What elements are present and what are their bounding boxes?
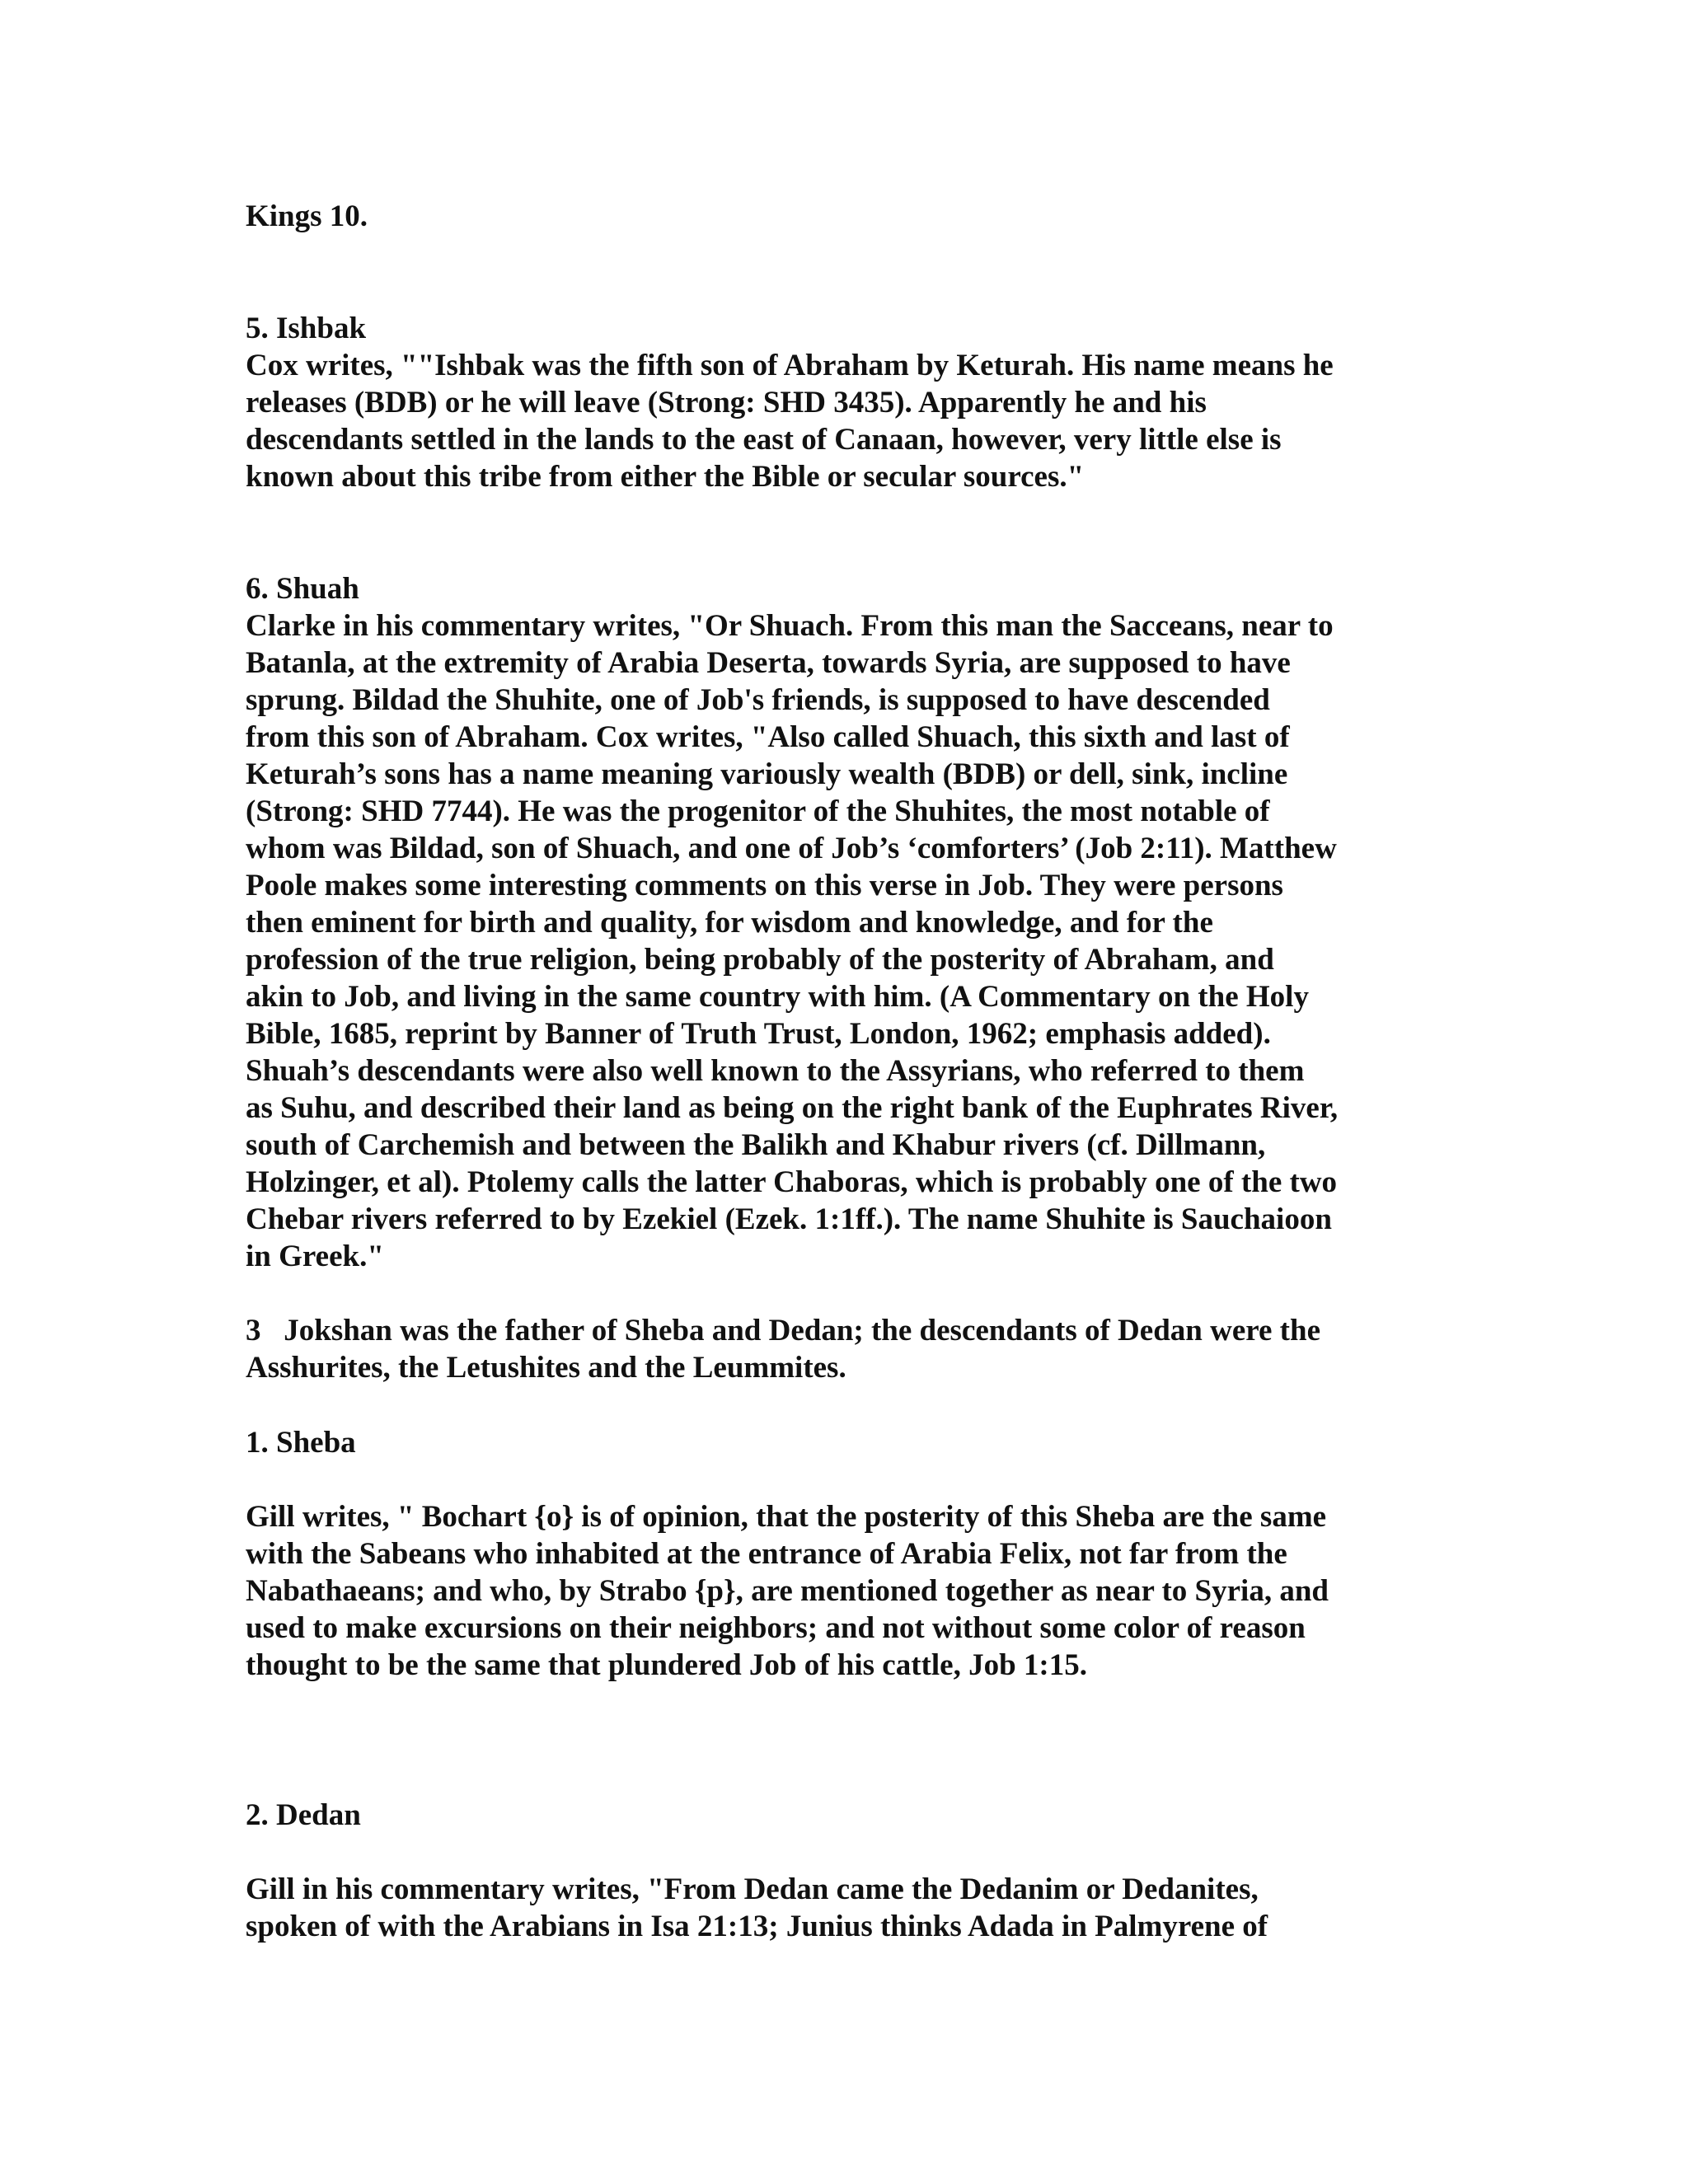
text-line: releases (BDB) or he will leave (Strong: SHD 3435). Apparently he and his (246, 386, 1207, 419)
text-line: Kings 10. (246, 199, 368, 233)
section-heading: 6. Shuah (246, 572, 359, 606)
text-line: Shuah’s descendants were also well known to the Assyrians, who referred to them (246, 1054, 1305, 1088)
text-line: profession of the true religion, being probably of the posterity of Abraham, and (246, 943, 1274, 977)
text-line: Bible, 1685, reprint by Banner of Truth Trust, London, 1962; emphasis added). (246, 1017, 1271, 1051)
text-line: thought to be the same that plundered Job of his cattle, Job 1:15. (246, 1648, 1087, 1682)
text-line: then eminent for birth and quality, for wisdom and knowledge, and for the (246, 906, 1213, 940)
text-line: spoken of with the Arabians in Isa 21:13; Junius thinks Adada in Palmyrene of (246, 1910, 1268, 1943)
text-line: Batanla, at the extremity of Arabia Deserta, towards Syria, are supposed to have (246, 646, 1291, 680)
text-line: Chebar rivers referred to by Ezekiel (Ezek. 1:1ff.). The name Shuhite is Sauchaioon (246, 1202, 1332, 1236)
text-line: Clarke in his commentary writes, "Or Shuach. From this man the Sacceans, near to (246, 609, 1334, 643)
text-line: Poole makes some interesting comments on this verse in Job. They were persons (246, 869, 1283, 902)
text-line: in Greek." (246, 1240, 384, 1273)
text-line: known about this tribe from either the Bible or secular sources." (246, 460, 1085, 494)
text-line: Nabathaeans; and who, by Strabo {p}, are mentioned together as near to Syria, and (246, 1574, 1329, 1608)
text-line: as Suhu, and described their land as being on the right bank of the Euphrates River, (246, 1091, 1339, 1125)
text-line: akin to Job, and living in the same country with him. (A Commentary on the Holy (246, 980, 1309, 1014)
text-line: descendants settled in the lands to the east of Canaan, however, very little else is (246, 423, 1282, 457)
text-line: 3 Jokshan was the father of Sheba and Dedan; the descendants of Dedan were the (246, 1314, 1320, 1347)
text-line: Gill writes, " Bochart {o} is of opinion, that the posterity of this Sheba are the same (246, 1500, 1327, 1534)
text-line: Keturah’s sons has a name meaning variously wealth (BDB) or dell, sink, incline (246, 757, 1288, 791)
text-line: sprung. Bildad the Shuhite, one of Job's friends, is supposed to have descended (246, 683, 1270, 717)
text-line: Cox writes, ""Ishbak was the fifth son of Abraham by Keturah. His name means he (246, 349, 1334, 382)
text-line: south of Carchemish and between the Balikh and Khabur rivers (cf. Dillmann, (246, 1128, 1266, 1162)
text-line: Asshurites, the Letushites and the Leummites. (246, 1351, 846, 1385)
text-line: (Strong: SHD 7744). He was the progenitor of the Shuhites, the most notable of (246, 794, 1270, 828)
text-line: Gill in his commentary writes, "From Dedan came the Dedanim or Dedanites, (246, 1872, 1259, 1906)
section-heading: 1. Sheba (246, 1426, 356, 1460)
text-line: from this son of Abraham. Cox writes, "Also called Shuach, this sixth and last of (246, 720, 1290, 754)
text-line: with the Sabeans who inhabited at the entrance of Arabia Felix, not far from the (246, 1537, 1287, 1571)
section-heading: 2. Dedan (246, 1798, 361, 1832)
section-heading: 5. Ishbak (246, 312, 367, 345)
text-line: whom was Bildad, son of Shuach, and one of Job’s ‘comforters’ (Job 2:11). Matthew (246, 832, 1337, 865)
text-line: used to make excursions on their neighbors; and not without some color of reason (246, 1611, 1306, 1645)
text-line: Holzinger, et al). Ptolemy calls the latter Chaboras, which is probably one of the two (246, 1165, 1338, 1199)
